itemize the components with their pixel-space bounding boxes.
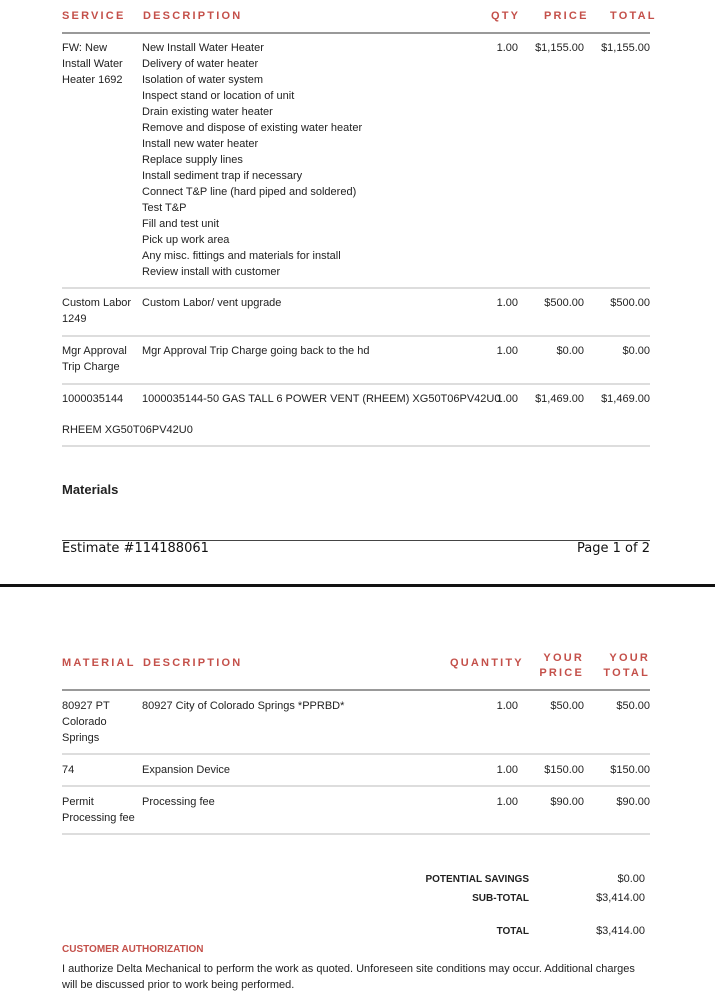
- total-cell: $1,469.00: [601, 393, 650, 405]
- row-divider: [62, 335, 650, 337]
- description-cell: Expansion Device: [142, 764, 231, 776]
- qty-cell: 1.00: [496, 393, 518, 405]
- total-cell: $1,155.00: [601, 42, 650, 54]
- estimate-number: Estimate #114188061: [62, 541, 209, 556]
- potential-savings-label: POTENTIAL SAVINGS: [425, 874, 529, 885]
- total-label: TOTAL: [496, 926, 529, 937]
- materials-title: Materials: [62, 482, 119, 497]
- subtotal-label: SUB-TOTAL: [472, 893, 529, 904]
- description-cell: 80927 City of Colorado Springs *PPRBD*: [142, 700, 345, 712]
- qty-cell: 1.00: [496, 42, 518, 54]
- price-cell: $0.00: [556, 345, 584, 357]
- description-cell: Mgr Approval Trip Charge going back to the hd: [142, 345, 370, 357]
- total-cell: $90.00: [616, 796, 650, 808]
- total-cell: $50.00: [616, 700, 650, 712]
- row-divider: [62, 785, 650, 787]
- header-material: MATERIAL: [62, 657, 136, 669]
- row-divider: [62, 833, 650, 835]
- price-cell: $50.00: [550, 700, 584, 712]
- description-cell: New Install Water Heater Delivery of water heater Isolation of water system Inspect stand or location of unit Drain existing water heater Remove and dispose of existing water heater Install new water heater Replace supply lines Install sediment trap if necessary Connect T&P line (hard piped and soldered) Test T&P Fill and test unit Pick up work area Any misc. fittings and materials for install Review install with customer: [142, 42, 363, 278]
- qty-cell: 1.00: [496, 764, 518, 776]
- page-number: Page 1 of 2: [577, 541, 650, 556]
- description-cell: 1000035144-50 GAS TALL 6 POWER VENT (RHEEM) XG50T06PV42U0: [142, 393, 501, 405]
- header-total: TOTAL: [610, 10, 657, 22]
- header-service: SERVICE: [62, 10, 126, 22]
- header-your-price: YOUR PRICE: [539, 652, 584, 679]
- total-cell: $500.00: [610, 297, 650, 309]
- header-divider: [62, 689, 650, 691]
- subtotal-value: $3,414.00: [596, 892, 645, 904]
- service-cell: 1000035144: [62, 393, 124, 405]
- row-divider: [62, 753, 650, 755]
- price-cell: $500.00: [544, 297, 584, 309]
- total-cell: $0.00: [622, 345, 650, 357]
- price-cell: $90.00: [550, 796, 584, 808]
- row-divider: [62, 287, 650, 289]
- description-cell: Custom Labor/ vent upgrade: [142, 297, 282, 309]
- header-divider: [62, 32, 650, 34]
- authorization-text: I authorize Delta Mechanical to perform the work as quoted. Unforeseen site conditions may occur. Additional charges will be discussed prior to work being performed.: [62, 963, 635, 991]
- potential-savings-value: $0.00: [617, 873, 645, 885]
- price-cell: $150.00: [544, 764, 584, 776]
- service-cell: Mgr Approval Trip Charge: [62, 345, 127, 373]
- material-cell: Permit Processing fee: [62, 796, 135, 824]
- row-divider: [62, 383, 650, 385]
- service-cell: FW: New Install Water Heater 1692: [62, 42, 123, 86]
- material-cell: 80927 PT Colorado Springs: [62, 700, 110, 744]
- estimate-page-2: [0, 587, 715, 1000]
- material-cell: 74: [62, 764, 75, 776]
- header-description: DESCRIPTION: [143, 657, 243, 669]
- header-qty: QTY: [491, 10, 521, 22]
- qty-cell: 1.00: [496, 796, 518, 808]
- header-price: PRICE: [544, 10, 589, 22]
- header-your-total: YOUR TOTAL: [603, 652, 650, 679]
- row-divider: [62, 445, 650, 447]
- qty-cell: 1.00: [496, 700, 518, 712]
- price-cell: $1,469.00: [535, 393, 584, 405]
- header-description: DESCRIPTION: [143, 10, 243, 22]
- total-cell: $150.00: [610, 764, 650, 776]
- service-cell: Custom Labor 1249: [62, 297, 132, 325]
- description-cell: Processing fee: [142, 796, 215, 808]
- qty-cell: 1.00: [496, 345, 518, 357]
- authorization-title: CUSTOMER AUTHORIZATION: [62, 944, 204, 955]
- product-note: RHEEM XG50T06PV42U0: [62, 424, 193, 436]
- price-cell: $1,155.00: [535, 42, 584, 54]
- header-quantity: QUANTITY: [450, 657, 524, 669]
- qty-cell: 1.00: [496, 297, 518, 309]
- total-value: $3,414.00: [596, 925, 645, 937]
